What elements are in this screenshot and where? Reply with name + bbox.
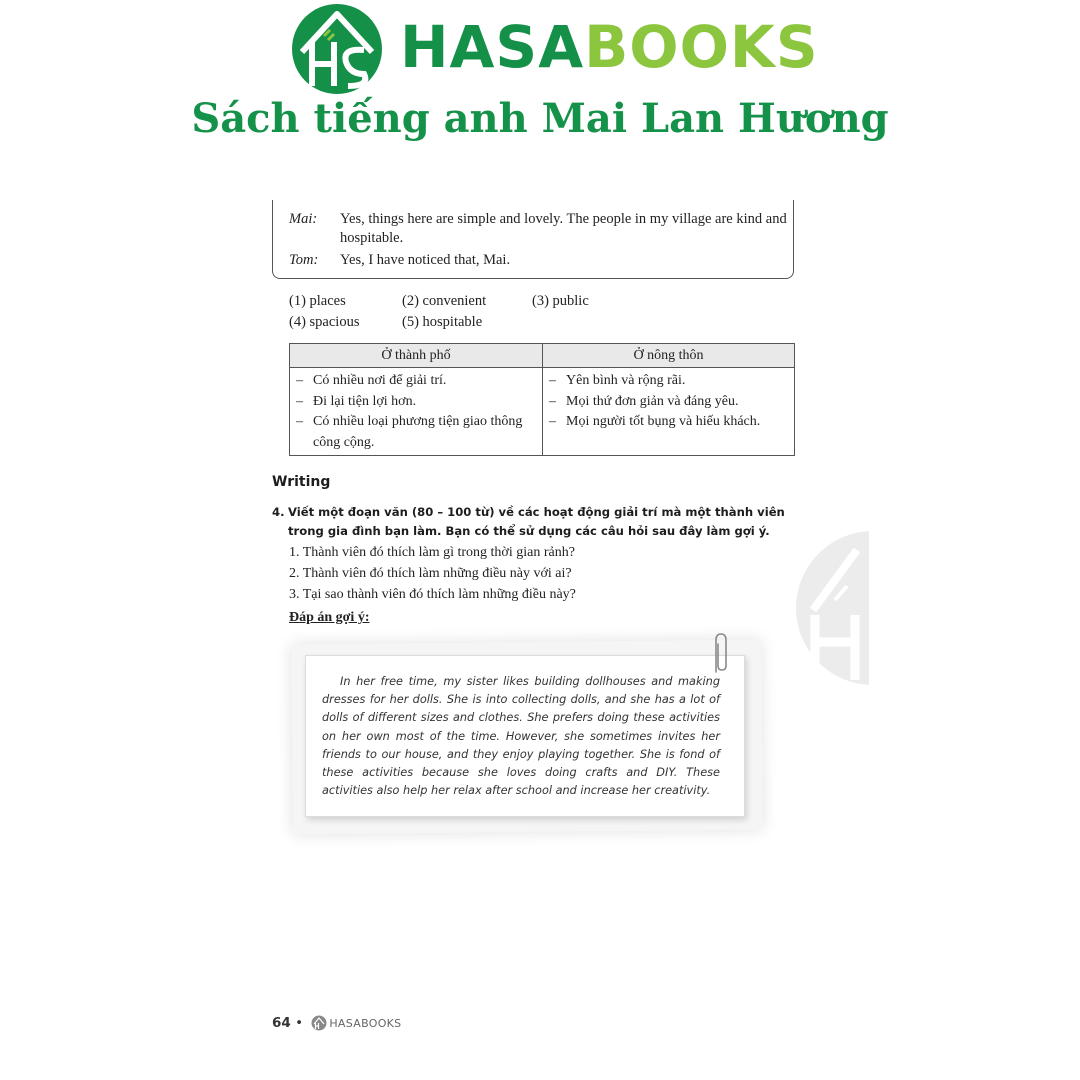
word-item: (1) places [289, 293, 346, 309]
question-item: 1. Thành viên đó thích làm gì trong thời gian rảnh? [289, 545, 575, 560]
table-header-city: Ở thành phố [290, 344, 543, 368]
hasabooks-logo-icon [290, 2, 384, 96]
dialogue-box [272, 200, 794, 279]
city-cell [290, 368, 543, 456]
list-item: – Có nhiều nơi để giải trí. [290, 371, 542, 392]
page-subtitle: Sách tiếng anh Mai Lan Hương [191, 95, 889, 142]
word-item: (5) hospitable [402, 314, 483, 330]
brand-name-part2: BOOKS [584, 13, 819, 81]
speaker: Tom: [289, 252, 319, 268]
task-number: 4. [272, 505, 285, 519]
footer-brand-part1: HASA [329, 1017, 362, 1030]
countryside-cell [543, 368, 795, 456]
list-item: – Mọi thứ đơn giản và đáng yêu. [543, 392, 794, 413]
list-item: – Đi lại tiện lợi hơn. [290, 392, 542, 413]
page-number: 64 [272, 1015, 291, 1031]
dialogue-text: Yes, things here are simple and lovely. The people in my village are kind and hospitable. [340, 211, 787, 246]
section-heading: Writing [272, 474, 331, 490]
task-text: Viết một đoạn văn (80 – 100 từ) về các hoạt động giải trí mà một thành viên trong gia đình bạn làm. Bạn có thể sử dụng các câu hỏi sau đây làm gợi ý. [288, 505, 785, 538]
table-header-countryside: Ở nông thôn [543, 344, 795, 368]
task-instruction [272, 503, 797, 541]
list-item: – Có nhiều loại phương tiện giao thông công cộng. [290, 412, 542, 453]
brand-name [400, 14, 819, 80]
list-item: – Mọi người tốt bụng và hiếu khách. [543, 412, 794, 433]
speaker: Mai: [289, 211, 318, 227]
footer-brand-part2: BOOKS [361, 1017, 402, 1030]
watermark-logo-icon [795, 530, 869, 685]
comparison-table [289, 343, 795, 456]
word-item: (3) public [532, 293, 589, 309]
answer-text: In her free time, my sister likes building dollhouses and making dresses for her dolls. She is into collecting dolls, and she has a lot of dolls of different sizes and clothes. She prefers doing these activities on her own most of the time. However, she sometimes invites her friends to our house, and they enjoy playing together. She is fond of these activities because she loves doing crafts and DIY. These activities also help her relax after school and increase her creativity. [322, 675, 720, 798]
word-item: (4) spacious [289, 314, 360, 330]
hasabooks-logo-icon [311, 1015, 327, 1031]
answer-note [305, 655, 745, 817]
footer-separator: • [295, 1015, 304, 1031]
dialogue-text: Yes, I have noticed that, Mai. [340, 252, 511, 268]
word-item: (2) convenient [402, 293, 487, 309]
question-item: 3. Tại sao thành viên đó thích làm những điều này? [289, 587, 576, 602]
paperclip-icon [708, 632, 732, 674]
list-item: – Yên bình và rộng rãi. [543, 371, 794, 392]
footer-brand [329, 1017, 401, 1030]
question-item: 2. Thành viên đó thích làm những điều này với ai? [289, 566, 572, 581]
brand-name-part1: HASA [400, 13, 585, 81]
page-footer [272, 1015, 401, 1031]
answer-label: Đáp án gợi ý: [289, 610, 370, 625]
